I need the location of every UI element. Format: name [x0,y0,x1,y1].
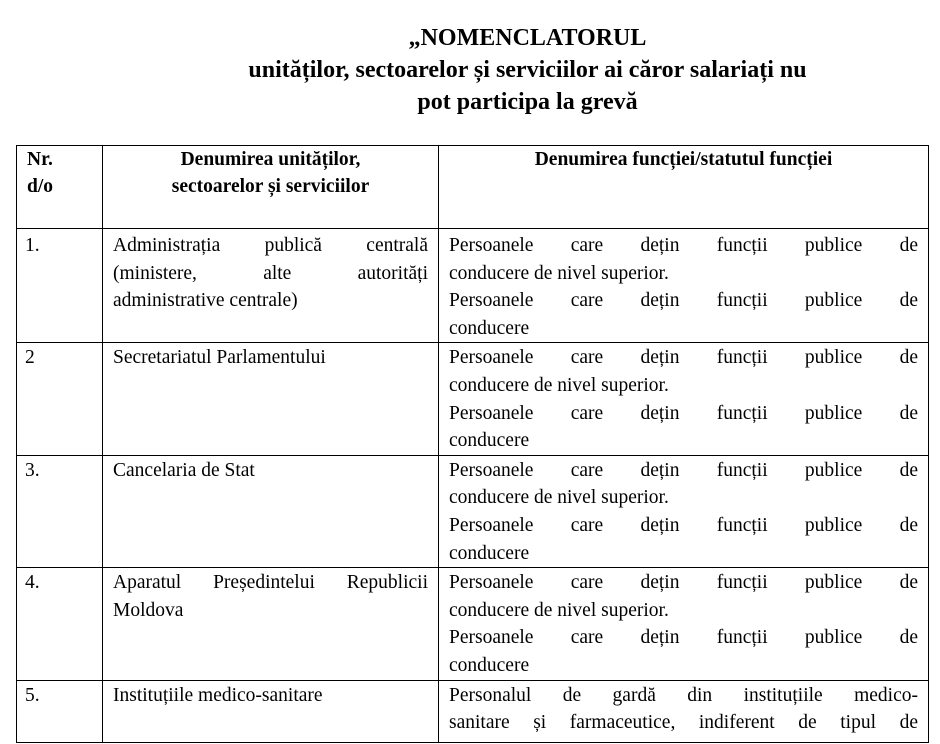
function-line: conducere [449,654,530,676]
title-line-1: „NOMENCLATORUL [408,25,647,51]
unit-line: administrative centrale) [113,290,298,312]
row-function [439,343,929,455]
header-unit-line-2: sectoarelor și serviciilor [171,176,370,197]
function-line: Persoanele care dețin funcții publice de [449,347,918,369]
unit-line: Secretariatul Parlamentului [113,347,326,369]
header-nr-line-2: d/o [27,176,54,197]
function-line: sanitare și farmaceutice, indiferent de tipul de [449,712,918,734]
row-function [439,568,929,680]
row-unit-name [103,680,439,742]
table-row [17,229,929,343]
row-number: 3. [17,455,103,567]
nomenclature-table [16,145,929,743]
function-line: conducere [449,317,530,339]
unit-line: Moldova [113,599,184,621]
unit-line: (ministere, alte autorități [113,262,428,284]
row-function [439,680,929,742]
table-header-row [17,146,929,229]
function-line: conducere de nivel superior. [449,599,669,621]
row-unit-name [103,455,439,567]
row-function [439,229,929,343]
row-number: 5. [17,680,103,742]
row-number: 2 [17,343,103,455]
row-function [439,455,929,567]
row-unit-name [103,568,439,680]
row-unit-name [103,343,439,455]
function-line: Persoanele care dețin funcții publice de [449,459,918,481]
table-row [17,343,929,455]
unit-line: Aparatul Președintelui Republicii [113,572,428,594]
header-unit [103,146,439,229]
function-line: Persoanele care dețin funcții publice de [449,572,918,594]
function-line: Persoanele care dețin funcții publice de [449,235,918,256]
unit-line: Administrația publică centrală [113,235,428,256]
function-line: Persoanele care dețin funcții publice de [449,290,918,312]
row-number: 4. [17,568,103,680]
title-line-3: pot participa la grevă [417,89,638,115]
document-title [0,22,940,118]
row-unit-name [103,229,439,343]
table-body [17,229,929,743]
header-nr [17,146,103,229]
row-number: 1. [17,229,103,343]
function-line: conducere de nivel superior. [449,487,669,509]
table-row [17,568,929,680]
table-row [17,455,929,567]
function-line: conducere [449,542,530,564]
table-row [17,680,929,742]
function-line: Personalul de gardă din instituțiile medico- [449,684,918,706]
title-line-2: unităților, sectoarelor și serviciilor ai căror salariați nu [248,57,807,83]
function-line: conducere de nivel superior. [449,374,669,396]
header-nr-line-1: Nr. [27,149,53,170]
function-line: conducere [449,430,530,452]
function-line: Persoanele care dețin funcții publice de [449,402,918,424]
header-function: Denumirea funcției/statutul funcției [439,146,929,229]
function-line: conducere de nivel superior. [449,262,669,284]
function-line: Persoanele care dețin funcții publice de [449,514,918,536]
unit-line: Cancelaria de Stat [113,459,255,481]
function-line: Persoanele care dețin funcții publice de [449,627,918,649]
unit-line: Instituțiile medico-sanitare [113,684,323,706]
header-unit-line-1: Denumirea unităților, [180,149,361,170]
